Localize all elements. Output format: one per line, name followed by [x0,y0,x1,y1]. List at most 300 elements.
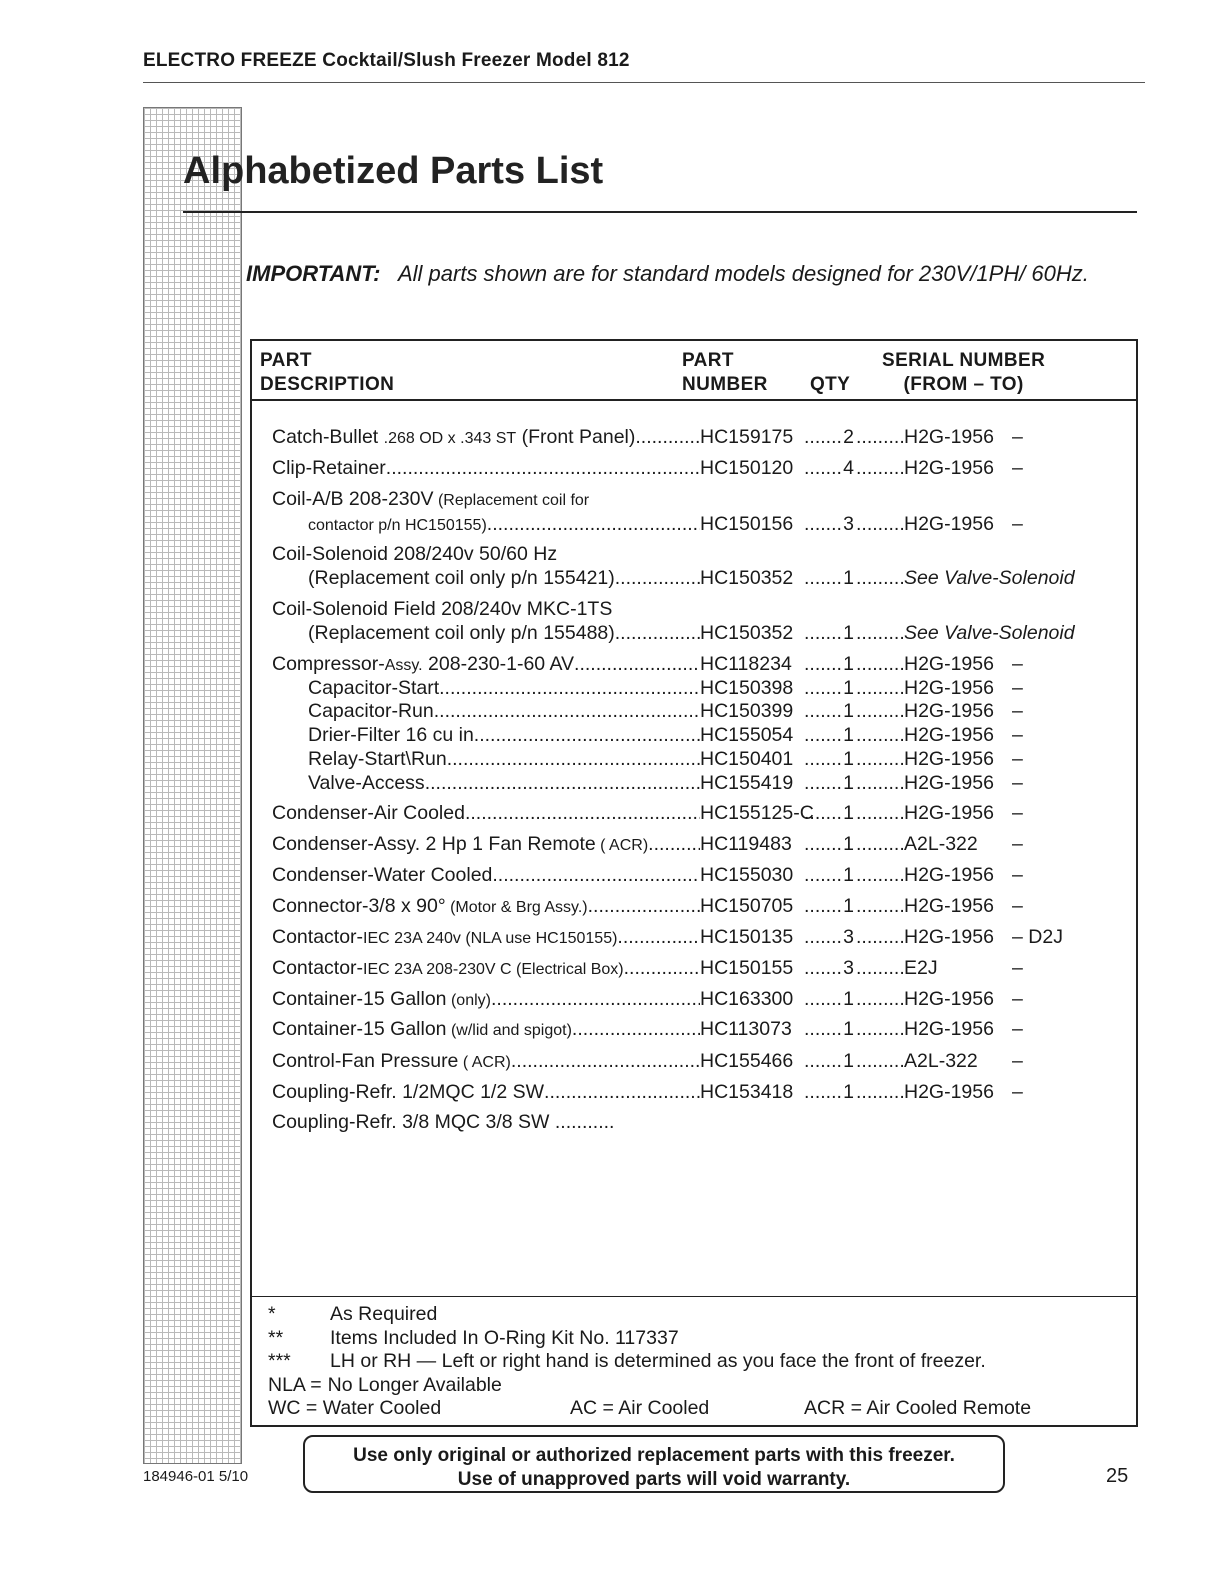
description-part: (Replacement coil for [433,492,590,509]
qty-cell [804,567,856,590]
leader-dots [635,426,700,449]
table-row [272,598,1132,621]
serial-from: H2G-1956 [904,457,994,479]
serial-from: H2G-1956 [904,772,994,794]
description-text [272,426,635,449]
serial-to: – [1012,724,1023,746]
leader-dots [492,864,700,887]
part-number: HC155030 [700,864,794,886]
part-number: HC150705 [700,895,794,917]
serial-to: – D2J [1012,926,1063,948]
part-number: HC155466 [700,1050,794,1072]
description-part: Valve-Access [308,772,425,794]
part-description [272,864,700,887]
serial-to: – [1012,988,1023,1010]
description-part: Relay-Start\Run [308,748,447,770]
description-part: ( ACR) [458,1054,511,1071]
part-description [272,833,700,856]
table-row [272,488,1132,511]
footnote-key: NLA = [268,1373,322,1396]
leader-dots [856,895,904,918]
description-part: Control-Fan Pressure [272,1050,459,1072]
leader-dots [804,748,843,771]
qty-cell [804,653,856,676]
qty-value: 1 [843,833,854,855]
description-text [272,833,648,856]
serial-to: – [1012,1050,1023,1072]
leader-dots [386,457,700,480]
qty-cell [804,513,856,536]
leader-dots [804,833,843,856]
leader-dots [544,1081,700,1104]
part-number: HC118234 [700,653,792,675]
table-row [272,1050,1132,1073]
qty-cell [804,988,856,1011]
table-row [272,653,1132,676]
leader-dots [804,988,843,1011]
qty-cell [804,802,856,825]
leader-dots [856,724,904,747]
description-part: Connector-3/8 x 90° [272,895,446,917]
description-part: (w/lid and spigot) [446,1022,572,1039]
qty-value: 4 [843,457,854,479]
leader-dots [804,802,843,825]
table-row [272,957,1132,980]
leader-dots [856,833,904,856]
footnote-text: Items Included In O-Ring Kit No. 117337 [330,1326,679,1349]
leader-dots [447,748,700,771]
footnotes [268,1303,1031,1421]
footnote [268,1327,1031,1351]
col-header-serial: SERIAL NUMBER (FROM – TO) [882,350,1046,395]
serial-from: See Valve-Solenoid [904,567,1075,589]
leader-dots [856,864,904,887]
qty-cell [804,622,856,645]
description-text [272,957,624,980]
part-number: HC159175 [700,426,794,448]
part-number: HC150399 [700,700,794,722]
serial-to: – [1012,457,1023,479]
leader-dots [856,513,904,536]
leader-dots [804,700,843,723]
leader-dots [624,957,700,980]
table-row [272,833,1132,856]
description-part: (only) [446,992,491,1009]
qty-value: 1 [843,895,854,917]
description-text [272,543,557,566]
leader-dots [804,1081,843,1104]
qty-value: 3 [843,513,854,535]
part-description [272,988,700,1011]
serial-to: – [1012,833,1023,855]
leader-dots [804,724,843,747]
qty-cell [804,748,856,771]
qty-cell [804,926,856,949]
table-row [272,988,1132,1011]
leader-dots [804,895,843,918]
part-number: HC150398 [700,677,794,699]
footnote-key: * [268,1303,276,1325]
serial-from: H2G-1956 [904,677,994,699]
table-row [272,864,1132,887]
part-description [272,513,700,536]
leader-dots [617,926,700,949]
qty-cell [804,1018,856,1041]
leader-dots [804,622,843,645]
page-number: 25 [1106,1465,1129,1487]
description-text [272,1050,511,1073]
table-row [272,567,1132,590]
leader-dots [804,926,843,949]
leader-dots [487,513,700,536]
table-row [272,748,1132,771]
part-number: HC155125-C [700,802,814,824]
serial-from: A2L-322 [904,1050,978,1072]
footer-divider [252,1296,1138,1297]
serial-from: See Valve-Solenoid [904,622,1075,644]
leader-dots [856,457,904,480]
serial-to: – [1012,513,1023,535]
serial-from: H2G-1956 [904,1018,994,1040]
leader-dots [648,833,700,856]
description-text [272,488,589,511]
part-description [272,622,700,645]
qty-value: 1 [843,748,854,770]
description-part: Coil-Solenoid Field 208/240v MKC-1TS [272,598,613,620]
serial-from: H2G-1956 [904,700,994,722]
description-text [272,653,574,676]
footnote-key: ** [268,1326,284,1349]
leader-dots [804,864,843,887]
part-description [272,895,700,918]
table-row [272,700,1132,723]
serial-from: H2G-1956 [904,988,994,1010]
qty-value: 2 [843,426,854,448]
table-row [272,543,1132,566]
part-description [272,724,700,747]
description-part: (Motor & Brg Assy.) [445,899,588,916]
description-part: Compressor- [272,653,385,675]
description-part: Drier-Filter 16 cu in [308,724,474,746]
part-description [272,1050,700,1073]
description-part: Container-15 Gallon [272,1018,447,1040]
leader-dots [588,895,700,918]
leader-dots [856,426,904,449]
serial-to: – [1012,772,1023,794]
serial-to: – [1012,1018,1023,1040]
part-number: HC163300 [700,988,794,1010]
leader-dots [804,653,843,676]
serial-to: – [1012,895,1023,917]
description-part: 208-230-1-60 AV [422,653,575,675]
description-text [272,700,434,723]
description-text [272,457,386,480]
footnote [268,1303,1031,1327]
table-row [272,622,1132,645]
leader-dots [572,1018,700,1041]
leader-dots [856,622,904,645]
table-row [272,772,1132,795]
part-number: HC150135 [700,926,794,948]
serial-from: H2G-1956 [904,724,994,746]
description-text [272,748,447,771]
serial-from: H2G-1956 [904,895,994,917]
qty-value: 1 [843,677,854,699]
col-header-description: PART DESCRIPTION [260,350,395,395]
part-number: HC150120 [700,457,794,479]
leader-dots [804,1018,843,1041]
qty-cell [804,1081,856,1104]
leader-dots [856,957,904,980]
title-rule [183,211,1137,213]
qty-value: 1 [843,1050,854,1072]
leader-dots [804,513,843,536]
part-number: HC153418 [700,1081,794,1103]
serial-to: – [1012,957,1023,979]
qty-cell [804,957,856,980]
description-text [272,895,588,918]
description-part: Coil-A/B 208-230V [272,488,434,510]
serial-from: H2G-1956 [904,748,994,770]
qty-cell [804,772,856,795]
table-row [272,513,1132,536]
footnote-text: As Required [330,1303,438,1325]
leader-dots [511,1050,700,1073]
leader-dots [856,988,904,1011]
description-part: .268 OD x .343 ST [383,430,517,447]
part-description [272,748,700,771]
leader-dots [804,677,843,700]
grid-decoration [143,107,242,1464]
header-divider [252,399,1138,401]
qty-value: 1 [843,864,854,886]
part-description [272,677,700,700]
description-text [272,772,425,795]
qty-value: 1 [843,1081,854,1103]
leader-dots [434,700,700,723]
part-description [272,457,700,480]
serial-from: H2G-1956 [904,426,994,448]
qty-value: 1 [843,1018,854,1040]
description-text [272,724,474,747]
table-row [272,457,1132,480]
part-description [272,926,700,949]
legend-ac: AC = Air Cooled [570,1397,710,1420]
description-part: Assy. [384,657,423,674]
description-text [272,988,491,1011]
leader-dots [439,677,700,700]
description-part: Container-15 Gallon [272,988,447,1010]
part-description [272,567,700,590]
important-text: All parts shown are for standard models designed for 230V/1PH/ 60Hz. [397,261,1089,286]
serial-to: – [1012,653,1023,675]
part-number: HC155054 [700,724,794,746]
serial-from: H2G-1956 [904,926,994,948]
table-row [272,802,1132,825]
legend-acr: ACR = Air Cooled Remote [804,1397,1032,1420]
part-description [272,957,700,980]
serial-to: – [1012,748,1023,770]
part-number: HC150352 [700,622,794,644]
qty-cell [804,833,856,856]
part-description [272,1018,700,1041]
description-part: (Replacement coil only p/n 155421) [308,567,615,589]
part-description [272,488,700,511]
description-part: IEC 23A 208-230V C (Electrical Box) [363,961,624,978]
description-text [272,677,439,700]
serial-to: – [1012,864,1023,886]
description-text [272,926,617,949]
description-part: contactor p/n HC150155) [308,517,487,534]
qty-value: 1 [843,622,854,644]
part-number: HC155419 [700,772,794,794]
qty-value: 3 [843,926,854,948]
leader-dots [804,426,843,449]
qty-value: 1 [843,567,854,589]
serial-from: H2G-1956 [904,802,994,824]
table-row [272,926,1132,949]
serial-from: A2L-322 [904,833,978,855]
qty-value: 1 [843,724,854,746]
description-part: Catch-Bullet [272,426,384,448]
qty-value: 1 [843,653,854,675]
part-number: HC150156 [700,513,794,535]
leader-dots [804,567,843,590]
description-part: ( ACR) [595,837,649,854]
qty-value: 1 [843,802,854,824]
table-row [272,1081,1132,1104]
serial-from: H2G-1956 [904,1081,994,1103]
serial-to: – [1012,426,1023,448]
leader-dots [856,748,904,771]
table-row [272,1018,1132,1041]
qty-cell [804,677,856,700]
description-part: (Replacement coil only p/n 155488) [308,622,615,644]
leader-dots [491,988,700,1011]
description-text [272,513,487,536]
qty-value: 1 [843,988,854,1010]
description-text [272,802,465,825]
table-row [272,677,1132,700]
footnote [268,1374,1031,1398]
leader-dots [856,653,904,676]
document-header: ELECTRO FREEZE Cocktail/Slush Freezer Model 812 [143,50,630,71]
leader-dots [856,802,904,825]
part-description [272,802,700,825]
description-text [272,567,615,590]
part-number: HC150401 [700,748,794,770]
leader-dots [804,1050,843,1073]
qty-cell [804,457,856,480]
footnote-text: No Longer Available [327,1373,502,1396]
important-note [246,261,1126,286]
serial-from: H2G-1956 [904,864,994,886]
leader-dots [574,653,700,676]
description-part: Condenser-Assy. 2 Hp 1 Fan Remote [272,833,596,855]
part-description [272,426,700,449]
leader-dots [804,457,843,480]
serial-to: – [1012,700,1023,722]
footnote-key: *** [268,1350,291,1373]
leader-dots [856,1050,904,1073]
parts-table [250,339,1138,1427]
leader-dots [465,802,700,825]
description-part: Capacitor-Start [308,677,440,699]
leader-dots [856,700,904,723]
part-description [272,598,700,621]
document-number: 184946-01 5/10 [143,1468,249,1485]
description-part: IEC 23A 240v (NLA use HC150155) [363,930,618,947]
description-part: Contactor- [272,926,364,948]
description-part: Capacitor-Run [308,700,434,722]
leader-dots [856,567,904,590]
qty-cell [804,426,856,449]
serial-from: H2G-1956 [904,513,994,535]
qty-value: 1 [843,700,854,722]
part-description [272,772,700,795]
qty-value: 3 [843,957,854,979]
serial-to: – [1012,677,1023,699]
description-part: Clip-Retainer [272,457,386,479]
qty-cell [804,1050,856,1073]
part-description [272,1111,700,1134]
col-header-qty: QTY [810,374,851,395]
description-part: (Front Panel) [516,426,636,448]
description-text [272,1081,544,1104]
warranty-warning: Use only original or authorized replacement parts with this freezer. Use of unapproved parts will void warranty. [303,1435,1005,1493]
parts-rows [272,426,1132,1146]
serial-to: – [1012,1081,1023,1103]
description-text [272,1111,614,1134]
part-number: HC113073 [700,1018,792,1040]
leader-dots [856,677,904,700]
part-description [272,1081,700,1104]
description-text [272,622,615,645]
part-description [272,700,700,723]
leader-dots [425,772,700,795]
table-row [272,724,1132,747]
qty-cell [804,700,856,723]
legend-wc: WC = Water Cooled [268,1397,442,1420]
header-rule [143,82,1145,83]
table-row [272,1111,1132,1134]
description-part: Condenser-Water Cooled [272,864,493,886]
table-row [272,895,1132,918]
part-description [272,543,700,566]
leader-dots [804,957,843,980]
serial-from: H2G-1956 [904,653,994,675]
col-header-part-number: PART NUMBER [682,350,768,395]
leader-dots [615,567,700,590]
serial-to: – [1012,802,1023,824]
leader-dots [856,926,904,949]
important-label: IMPORTANT: [246,261,381,286]
part-description [272,653,700,676]
description-part: Condenser-Air Cooled [272,802,465,824]
leader-dots [856,1081,904,1104]
leader-dots [856,1018,904,1041]
description-text [272,598,612,621]
qty-value: 1 [843,772,854,794]
part-number: HC150155 [700,957,794,979]
footnote-text: LH or RH — Left or right hand is determined as you face the front of freezer. [330,1350,986,1373]
description-part: Contactor- [272,957,364,979]
leader-dots [804,772,843,795]
description-part: Coupling-Refr. 1/2MQC 1/2 SW [272,1081,545,1103]
part-number: HC150352 [700,567,794,589]
description-part: Coupling-Refr. 3/8 MQC 3/8 SW ........... [272,1111,615,1133]
description-part: Coil-Solenoid 208/240v 50/60 Hz [272,543,558,565]
